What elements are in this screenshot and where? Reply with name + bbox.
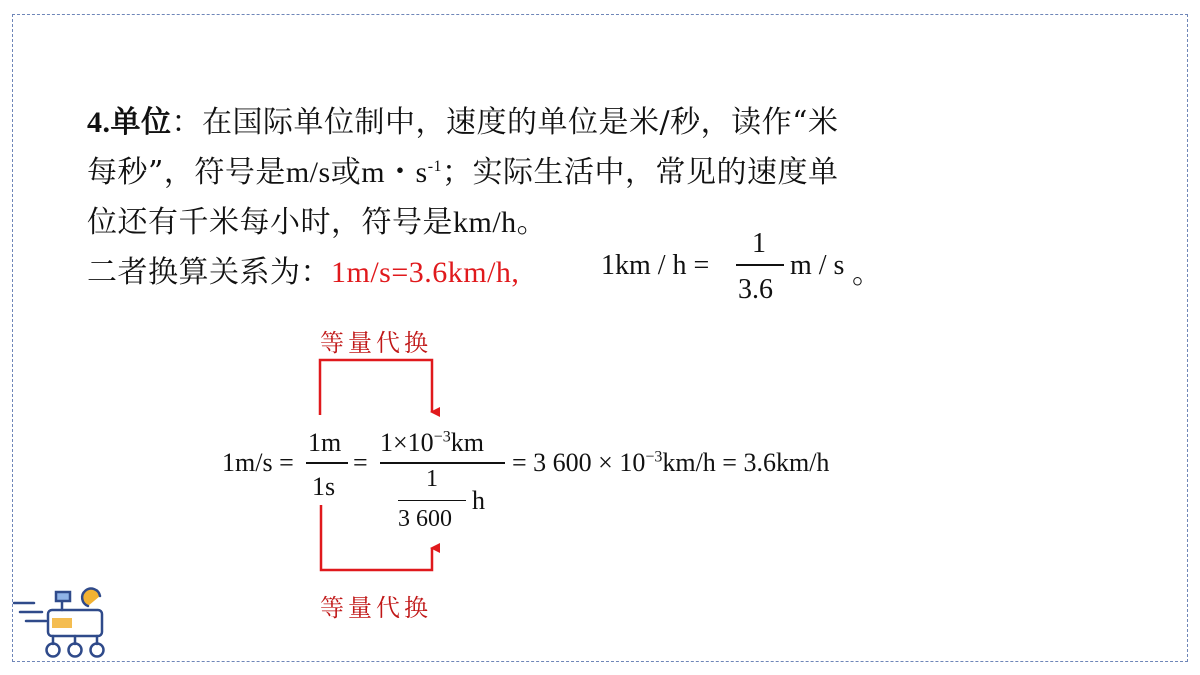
numerator-unit: km [450, 428, 484, 457]
heading-colon: ： [171, 105, 202, 140]
section-number: 4. [87, 106, 111, 139]
formula-end: 。 [852, 256, 882, 291]
text-segment: 每秒”，符号是 [87, 155, 286, 190]
text-segment: ；实际生活中，常见的速度单 [442, 155, 839, 190]
unit-symbol: km/h [453, 206, 517, 239]
numerator-value: 1×10 [380, 428, 434, 457]
conversion-highlight: 1m/s=3.6km/h, [331, 256, 520, 289]
fraction1-numerator: 1m [308, 428, 342, 457]
formula-numerator: 1 [752, 228, 766, 259]
text-segment: 位还有千米每小时，符号是 [87, 205, 453, 240]
unit-symbol: m/s [285, 156, 331, 189]
equals-sign: = [353, 448, 368, 477]
text-segment: ，读作“米 [700, 105, 839, 140]
equation-lhs: 1m/s = [222, 448, 294, 477]
rhs-value: = 3 600 × 10 [512, 448, 646, 477]
unit-name: 米/秒 [629, 105, 701, 140]
inner-denominator: 3 600 [398, 506, 452, 532]
exponent: -1 [427, 158, 443, 175]
text-segment: 。 [516, 205, 548, 240]
unit-symbol: m・s [361, 156, 428, 189]
formula-unit: m / s [790, 250, 845, 281]
exponent: −3 [645, 448, 663, 466]
inner-numerator: 1 [426, 466, 438, 492]
text-segment: 二者换算关系为： [87, 255, 331, 290]
text-segment: 或 [330, 155, 362, 190]
section-heading: 单位 [110, 105, 172, 140]
inner-unit: h [472, 486, 485, 515]
formula-denominator: 3.6 [738, 274, 773, 305]
substitution-label-top: 等量代换 [320, 329, 432, 357]
exponent: −3 [433, 428, 451, 446]
text-segment: 在国际单位制中，速度的单位是 [202, 105, 629, 140]
substitution-label-bottom: 等量代换 [320, 594, 432, 622]
rhs-result: km/h = 3.6km/h [662, 448, 830, 477]
formula-lhs: 1km / h = [601, 250, 710, 281]
fraction1-denominator: 1s [312, 472, 336, 501]
